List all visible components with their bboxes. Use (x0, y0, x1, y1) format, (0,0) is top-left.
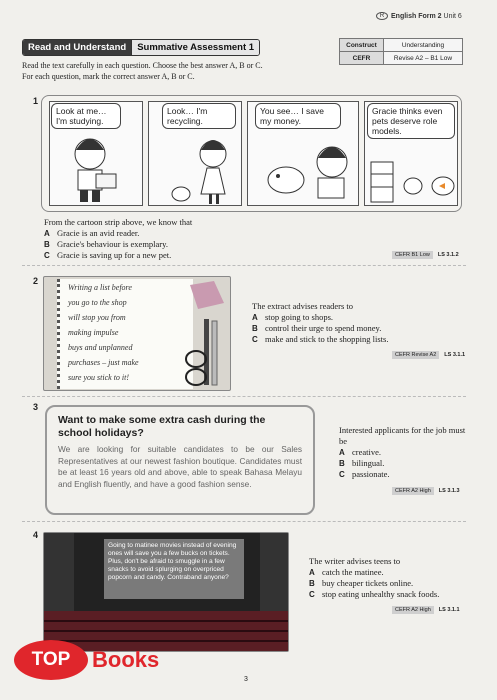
option-letter: B (339, 459, 345, 468)
note-line: making impulse (68, 328, 119, 337)
option-text: catch the matinee. (322, 567, 384, 577)
option-letter: C (339, 470, 345, 479)
question-2-stem: The extract advises readers to (252, 301, 354, 311)
option-letter: C (252, 335, 258, 344)
option-text: stop eating unhealthy snack foods. (322, 589, 440, 599)
question-4-content (309, 556, 469, 600)
ls-tag: LS 3.1.1 (444, 352, 466, 358)
speech-bubble-1: Look at me… I'm studying. (51, 103, 121, 129)
unit-label: Unit 6 (443, 12, 462, 20)
option-text: Gracie is saving up for a new pet. (57, 250, 172, 260)
option-text: creative. (352, 447, 382, 457)
cefr-tag: CEFR A2 High (392, 487, 434, 495)
instructions (22, 60, 342, 82)
question-2-option-a[interactable] (252, 312, 472, 323)
job-advert (45, 405, 315, 515)
top-logo: TOP (14, 640, 88, 680)
option-letter: A (252, 313, 258, 322)
notepad-image (43, 276, 231, 391)
notepad-text (68, 280, 192, 385)
question-3-tag (392, 487, 462, 495)
section-title (22, 39, 260, 56)
option-letter: A (44, 229, 50, 238)
question-4-tag (392, 606, 462, 614)
note-line: buys and unplanned (68, 343, 133, 352)
option-text: buy cheaper tickets online. (322, 578, 414, 588)
option-letter: C (44, 251, 50, 260)
brand-name: English Form 2 (391, 12, 442, 20)
advert-body: We are looking for suitable candidates to be our Sales Representatives at our newest fashion boutique. Candidates must be at least 16 years old and above, able to speak Bahasa Melayu and English fluently, and have a good fashion sense. (58, 444, 302, 489)
cefr-tag: CEFR A2 High (392, 606, 434, 614)
books-logo: Books (92, 647, 160, 672)
section-title-left: Read and Understand (23, 40, 131, 55)
ls-tag: LS 3.1.1 (438, 607, 460, 613)
advert-title: Want to make some extra cash during the school holidays? (58, 414, 266, 439)
note-line: purchases – just make (68, 358, 139, 367)
question-4-stem: The writer advises teens to (309, 556, 401, 566)
note-line: you go to the shop (68, 298, 127, 307)
cefr-tag: CEFR Revise A2 (392, 351, 439, 359)
question-number-1: 1 (33, 96, 39, 106)
option-letter: B (309, 579, 315, 588)
question-3-stem: Interested applicants for the job must be (339, 425, 466, 446)
option-text: bilingual. (352, 458, 385, 468)
question-number-4: 4 (33, 530, 39, 540)
page-header (376, 12, 462, 20)
question-4-option-c[interactable] (309, 589, 469, 600)
cinema-image (43, 532, 289, 652)
option-letter: C (309, 590, 315, 599)
speech-bubble-3: You see… I save my money. (255, 103, 341, 129)
construct-table (339, 38, 463, 65)
option-letter: A (309, 568, 315, 577)
option-letter: A (339, 448, 345, 457)
page-number: 3 (244, 676, 248, 683)
option-letter: B (44, 240, 50, 249)
question-1-option-a[interactable] (44, 228, 304, 239)
option-text: stop going to shops. (265, 312, 334, 322)
speech-bubble-2: Look… I'm recycling. (162, 103, 236, 129)
ls-tag: LS 3.1.2 (437, 252, 459, 258)
ls-tag: LS 3.1.3 (438, 488, 460, 494)
cefr-value: Revise A2 – B1 Low (384, 52, 463, 65)
question-3-option-c[interactable] (339, 469, 469, 480)
option-text: Gracie's behaviour is exemplary. (57, 239, 168, 249)
question-1-option-c[interactable] (44, 250, 304, 261)
instruction-line-1: Read the text carefully in each question. Choose the best answer A, B or C. (22, 61, 263, 70)
question-3-content (339, 425, 469, 480)
brand-logo-icon: R (376, 12, 388, 20)
option-text: Gracie is an avid reader. (57, 228, 140, 238)
divider (22, 265, 466, 266)
option-text: make and stick to the shopping lists. (265, 334, 389, 344)
construct-label: Construct (340, 39, 384, 52)
question-1-tag (392, 251, 461, 259)
option-letter: B (252, 324, 258, 333)
note-line: will stop you from (68, 313, 126, 322)
instruction-line-2: For each question, mark the correct answer A, B or C. (22, 72, 195, 81)
speech-bubble-4: Gracie thinks even pets deserve role models. (367, 103, 455, 139)
construct-value: Understanding (384, 39, 463, 52)
option-text: control their urge to spend money. (265, 323, 382, 333)
question-2-tag (392, 351, 467, 359)
question-4-option-a[interactable] (309, 567, 469, 578)
cartoon-strip (41, 95, 462, 212)
question-3-option-a[interactable] (339, 447, 469, 458)
question-2-content (252, 301, 472, 345)
divider (22, 521, 466, 522)
question-2-option-b[interactable] (252, 323, 472, 334)
topbooks-watermark (14, 640, 159, 680)
question-2-option-c[interactable] (252, 334, 472, 345)
question-number-2: 2 (33, 276, 39, 286)
question-1-stem: From the cartoon strip above, we know that (44, 217, 193, 227)
cefr-label: CEFR (340, 52, 384, 65)
note-line: sure you stick to it! (68, 373, 130, 382)
question-1-content (44, 217, 304, 261)
question-1-option-b[interactable] (44, 239, 304, 250)
question-3-option-b[interactable] (339, 458, 469, 469)
option-text: passionate. (352, 469, 390, 479)
divider (22, 396, 466, 397)
cefr-tag: CEFR B1 Low (392, 251, 433, 259)
question-4-option-b[interactable] (309, 578, 469, 589)
pens-and-glasses-icon (184, 279, 230, 391)
note-line: Writing a list before (68, 283, 132, 292)
section-title-right: Summative Assessment 1 (131, 40, 259, 55)
question-number-3: 3 (33, 402, 39, 412)
cinema-screen: Going to matinee movies instead of evening ones will save you a few bucks on tickets. Plus, don't be afraid to smuggle in a few snacks to avoid splurging on overpriced popcorn and candy. Contraband anyone? (104, 539, 244, 599)
